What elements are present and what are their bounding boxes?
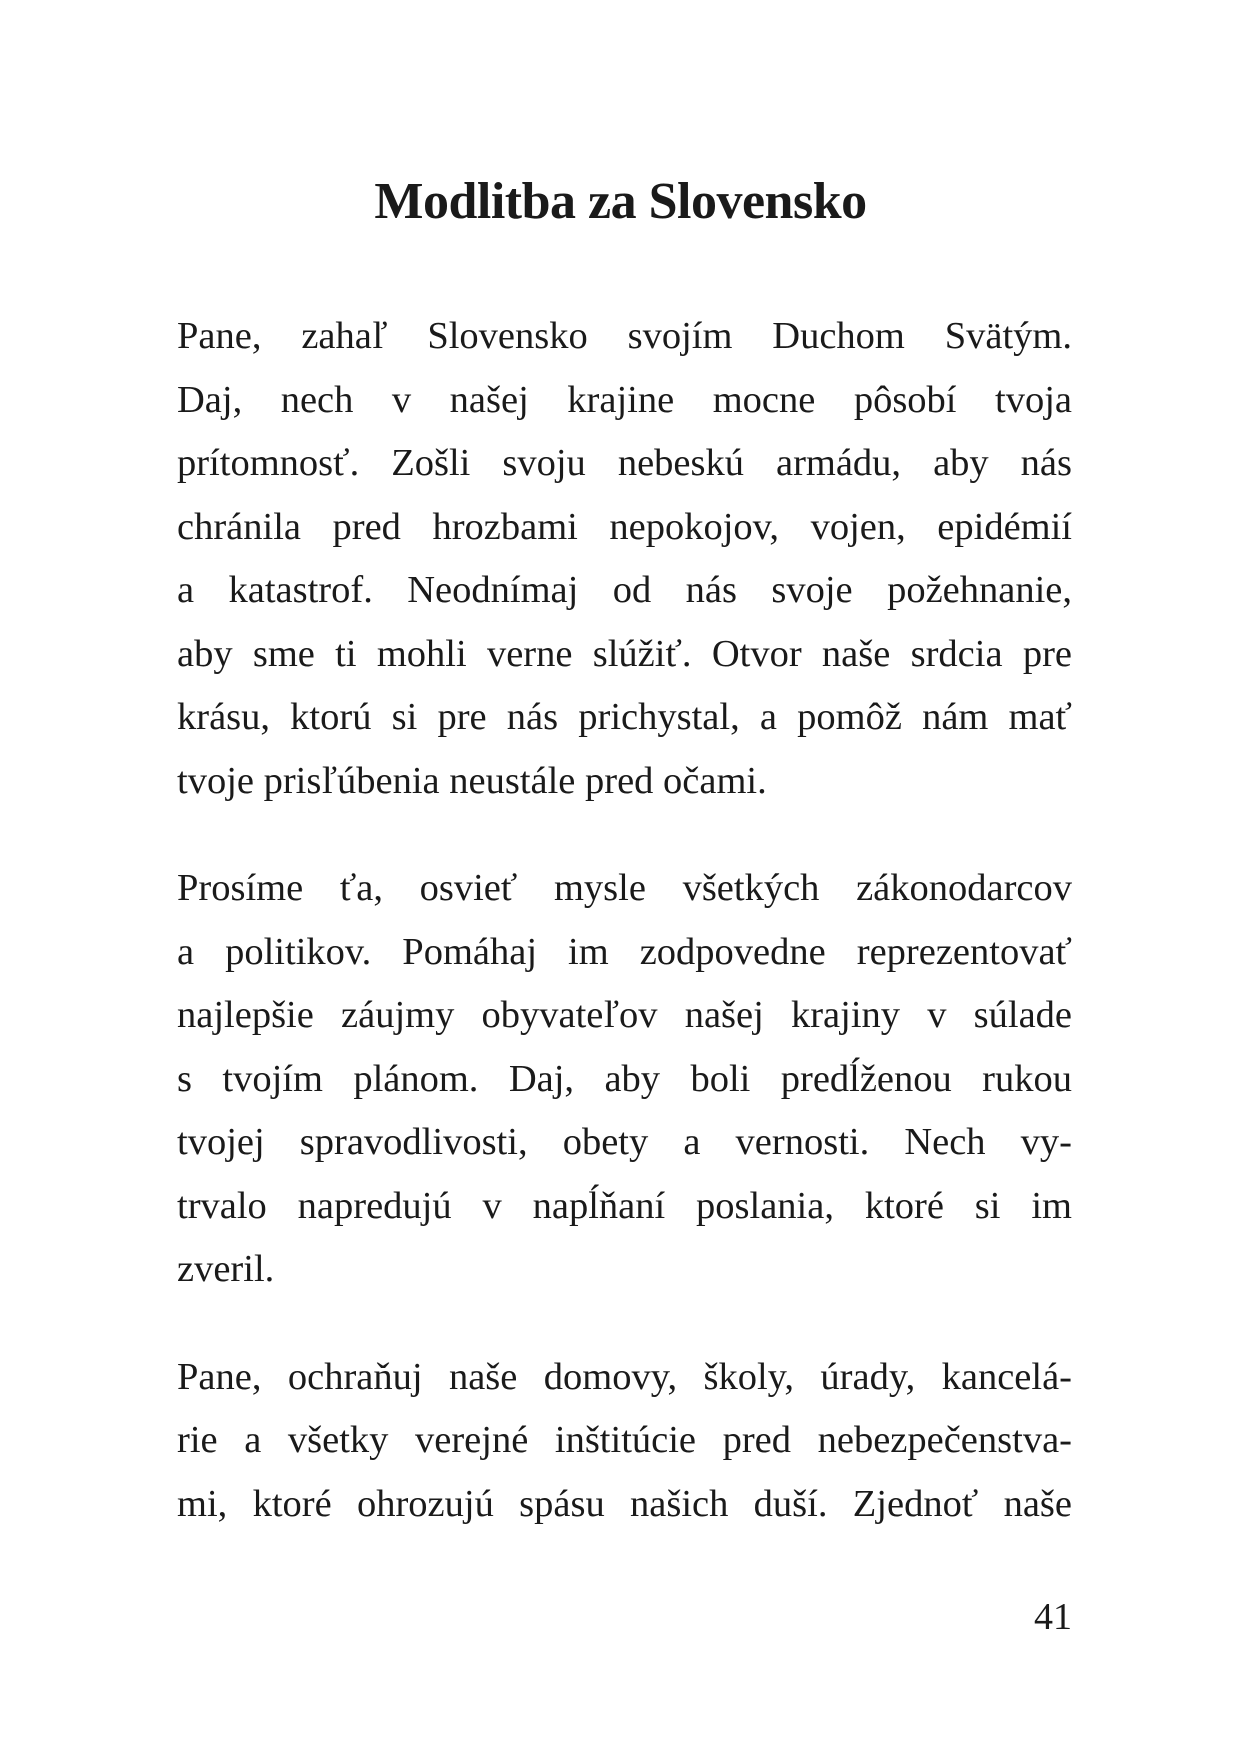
text-line: najlepšie záujmy obyvateľov našej krajiny v súlade: [177, 994, 1072, 1036]
text-line: tvojej spravodlivosti, obety a vernosti. Nech vy-: [177, 1121, 1072, 1163]
paragraph-2: [177, 857, 1072, 1302]
paragraph-1: [177, 305, 1072, 813]
text-line: a katastrof. Neodnímaj od nás svoje požehnanie,: [177, 569, 1072, 611]
text-line: Prosíme ťa, osvieť mysle všetkých zákonodarcov: [177, 867, 1072, 909]
text-line: s tvojím plánom. Daj, aby boli predĺženou rukou: [177, 1057, 1072, 1100]
text-line: prítomnosť. Zošli svoju nebeskú armádu, aby nás: [177, 442, 1072, 484]
page-number: 41: [1034, 1596, 1072, 1638]
paragraph-3: [177, 1346, 1072, 1537]
text-line: Pane, ochraňuj naše domovy, školy, úrady, kancelá-: [177, 1355, 1072, 1398]
text-line: krásu, ktorú si pre nás prichystal, a pomôž nám mať: [177, 696, 1072, 738]
text-line: trvalo napredujú v napĺňaní poslania, ktoré si im: [177, 1184, 1072, 1227]
text-line: Pane, zahaľ Slovensko svojím Duchom Svätým.: [177, 315, 1072, 357]
text-line: rie a všetky verejné inštitúcie pred nebezpečenstva-: [177, 1419, 1072, 1461]
text-line: chránila pred hrozbami nepokojov, vojen, epidémií: [177, 505, 1072, 548]
page-title: Modlitba za Slovensko: [374, 173, 867, 230]
body-text: [177, 305, 1072, 1580]
text-line: Daj, nech v našej krajine mocne pôsobí tvoja: [177, 378, 1072, 421]
text-line: zveril.: [177, 1248, 275, 1290]
text-line: aby sme ti mohli verne slúžiť. Otvor naše srdcia pre: [177, 632, 1072, 675]
text-line: mi, ktoré ohrozujú spásu našich duší. Zjednoť naše: [177, 1482, 1072, 1525]
text-line: tvoje prisľúbenia neustále pred očami.: [177, 759, 767, 802]
text-line: a politikov. Pomáhaj im zodpovedne reprezentovať: [177, 930, 1072, 973]
